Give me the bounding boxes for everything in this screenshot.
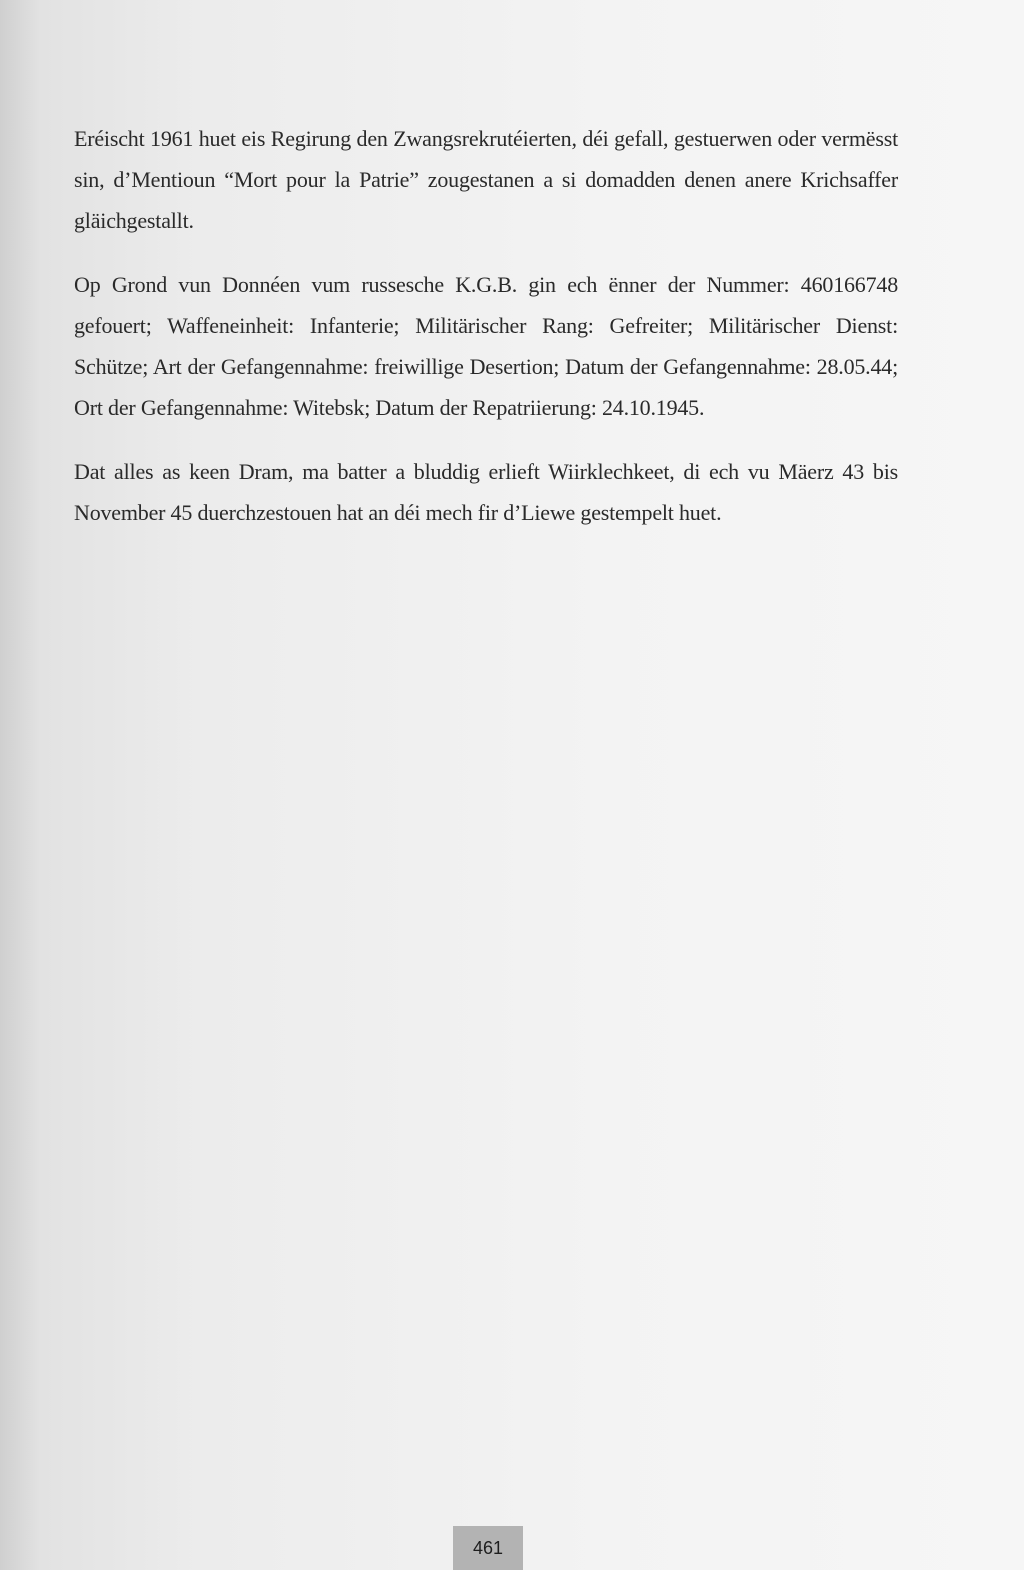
page-number: 461 bbox=[472, 1537, 504, 1558]
page-number-tab bbox=[453, 1526, 523, 1570]
body-text bbox=[74, 118, 898, 556]
paragraph-3: Dat alles as keen Dram, ma batter a bluddig erlieft Wiirklechkeet, di ech vu Mäerz 43 bis November 45 duerchzestouen hat an déi mech fir d’Liewe gestempelt huet. bbox=[74, 459, 898, 525]
paragraph-1: Eréischt 1961 huet eis Regirung den Zwangsrekrutéierten, déi gefall, gestuerwen oder vermësst sin, d’Mentioun “Mort pour la Patrie” zougestanen a si domadden denen anere Krichsaffer gläichgestallt. bbox=[74, 126, 898, 233]
paragraph-2: Op Grond vun Donnéen vum russesche K.G.B. gin ech ënner der Nummer: 460166748 gefouert; Waffeneinheit: Infanterie; Militärischer Rang: Gefreiter; Militärischer Dienst: Schütze; Art der Gefangennahme: freiwillige Desertion; Datum der Gefangennahme: 28.05.44; Ort der Gefangennahme: Witebsk; Datum der Repatriierung: 24.10.1945. bbox=[74, 272, 898, 420]
